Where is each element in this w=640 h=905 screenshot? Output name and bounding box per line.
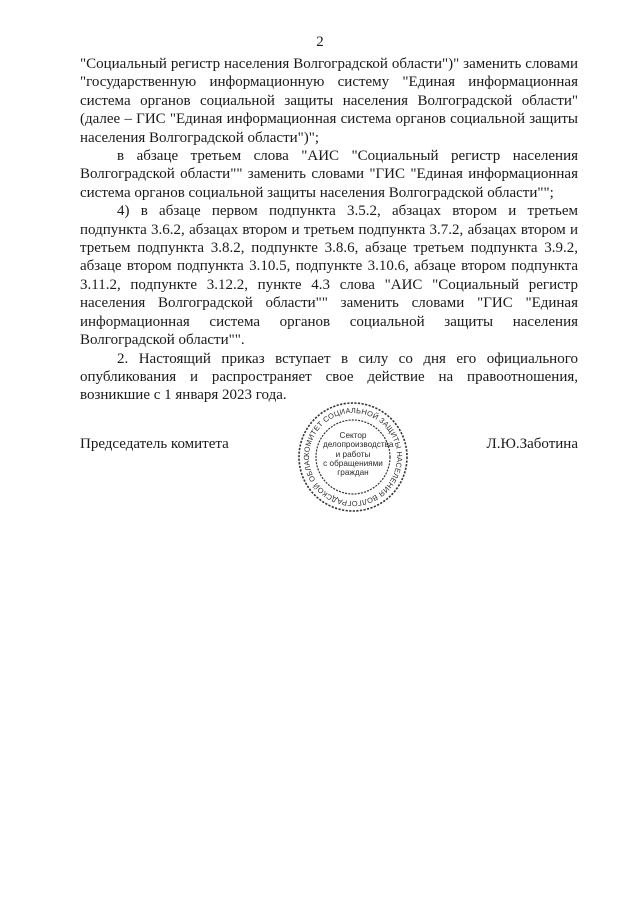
office-stamp bbox=[297, 401, 409, 513]
paragraph-continuation: "Социальный регистр населения Волгоградской области")" заменить словами "государственную информационную систему "Единая информационная система органов социальной защиты населения Волгоградской области" (далее – ГИС "Единая информационная система органов социальной защиты населения Волгоградской области")"; bbox=[80, 56, 578, 146]
signer-title: Председатель комитета bbox=[80, 436, 229, 452]
stamp-line: граждан bbox=[337, 468, 369, 478]
stamp-line: Сектор bbox=[339, 431, 367, 440]
signer-name: Л.Ю.Заботина bbox=[486, 436, 578, 452]
paragraph-third-abzac: в абзаце третьем слова "АИС "Социальный регистр населения Волгоградской области"" заменить словами "ГИС "Единая информационная система органов социальной защиты населения Волгоградской области""; bbox=[80, 148, 578, 201]
stamp-ring-text: КОМИТЕТ СОЦИАЛЬНОЙ ЗАЩИТЫ НАСЕЛЕНИЯ ВОЛГОГРАДСКОЙ ОБЛАС bbox=[301, 405, 405, 509]
paragraph-item-4: 4) в абзаце первом подпункта 3.5.2, абзацах втором и третьем подпункта 3.6.2, абзацах втором и третьем подпункта 3.7.2, абзацах втором и третьем подпункта 3.8.2, подпункте 3.8.6, абзаце третьем подпункта 3.9.2, абзаце втором подпункта 3.10.5, подпункте 3.10.6, абзаце втором подпункта 3.11.2, подпункте 3.12.2, пункте 4.3 слова "АИС "Социальный регистр населения Волгоградской области"" заменить словами "ГИС "Единая информационная система органов социальной защиты населения Волгоградской области"". bbox=[80, 203, 578, 349]
page-number: 2 bbox=[316, 34, 324, 50]
document-body bbox=[80, 55, 578, 405]
paragraph-effective-date: 2. Настоящий приказ вступает в силу со дня его официального опубликования и распространяет свое действие на правоотношения, возникшие с 1 января 2023 года. bbox=[80, 350, 578, 404]
stamp-center-text bbox=[323, 431, 394, 478]
stamp-line: и работы bbox=[335, 449, 371, 459]
stamp-line: с обращениями bbox=[323, 458, 383, 468]
stamp-line: делопроизводства bbox=[323, 440, 394, 450]
